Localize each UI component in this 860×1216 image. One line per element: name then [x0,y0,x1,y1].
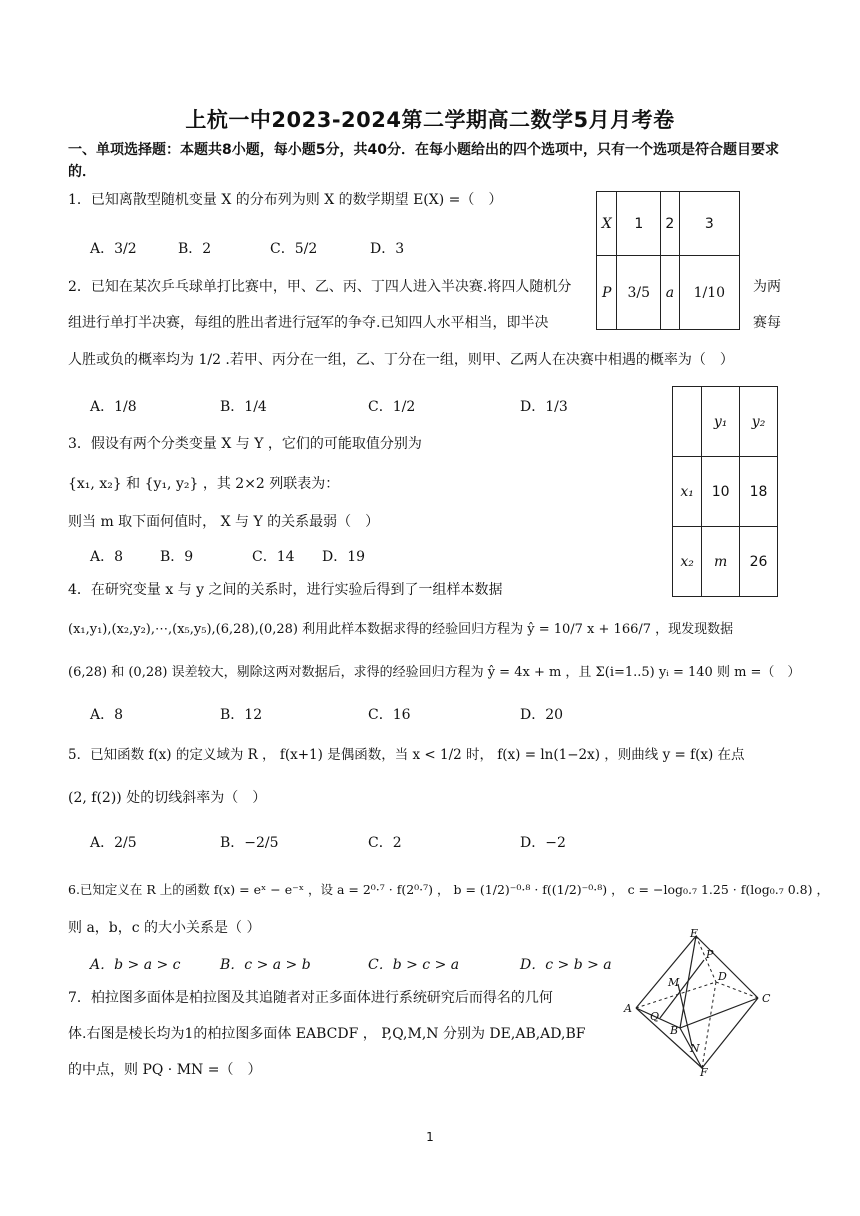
q3-option-c: C．14 [252,549,295,565]
dist-x-3: 3 [679,192,739,256]
ct-x2-y2: 26 [740,527,778,597]
q1-option-d: D．3 [370,241,405,257]
q5-option-d: D．−2 [520,835,566,851]
question-4-options [90,704,590,726]
dist-p-2: a [661,256,679,330]
question-1-text: 1．已知离散型随机变量 X 的分布列为则 X 的数学期望 E(X) =（ ） [68,192,503,208]
question-3-line-2: {x₁, x₂} 和 {y₁, y₂} ，其 2×2 列联表为： [68,476,340,492]
page-number: 1 [426,1130,434,1144]
q2-option-b: B．1/4 [220,399,267,415]
question-3-line-1: 3．假设有两个分类变量 X 与 Y ，它们的可能取值分别为 [68,436,422,452]
figure-label-b: B [670,1024,679,1037]
q5-option-b: B．−2/5 [220,835,279,851]
q1-option-b: B．2 [178,241,212,257]
figure-label-p: P [706,948,714,961]
question-2-line-1: 2．已知在某次乒乓球单打比赛中，甲、乙、丙、丁四人进入半决赛.将四人随机分 [68,279,572,295]
q3-option-b: B．9 [160,549,194,565]
q6-option-a: A．b > a > c [90,957,181,973]
q3-option-a: A．8 [90,549,124,565]
section-heading: 一、单项选择题：本题共8小题，每小题5分，共40分．在每小题给出的四个选项中，只有一个选项是符合题目要求的． [68,142,779,180]
question-6-line-2: 则 a，b，c 的大小关系是（ ） [68,920,261,936]
figure-label-m: M [668,976,680,989]
contingency-table [672,386,778,597]
q4-option-a: A．8 [90,707,124,723]
ct-x2-y1: m [702,527,740,597]
ct-x2: x₂ [673,527,702,597]
question-6-line-1: 6.已知定义在 R 上的函数 f(x) = eˣ − e⁻ˣ ，设 a = 2⁰·⁷ · f(2⁰·⁷) ， b = (1/2)⁻⁰·⁸ · f((1/2)⁻⁰·⁸) ， c = −log₀.₇ 1.25 · f(log₀.₇ 0.8) ， [68,882,829,897]
q6-option-d: D．c > b > a [520,957,612,973]
question-2-line-2: 组进行单打半决赛，每组的胜出者进行冠军的争夺.已知四人水平相当，即半决 [68,315,549,331]
dist-p-header: P [597,256,617,330]
q6-option-b: B．c > a > b [220,957,311,973]
question-4-line-2: (x₁,y₁),(x₂,y₂),⋯,(x₅,y₅),(6,28),(0,28) 利用此样本数据求得的经验回归方程为 ŷ = 10/7 x + 166/7 ，现发现数据 [68,622,734,637]
figure-label-c: C [762,992,771,1005]
distribution-table [596,191,740,330]
q5-option-c: C．2 [368,835,402,851]
octahedron-figure [620,928,776,1076]
question-7-line-2: 体.右图是棱长均为1的柏拉图多面体 EABCDF ， P,Q,M,N 分别为 DE,AB,AD,BF [68,1026,586,1042]
question-4-line-3: (6,28) 和 (0,28) 误差较大，剔除这两对数据后，求得的经验回归方程为 ŷ = 4x + m ，且 Σ(i=1..5) yᵢ = 140 则 m =（ ） [68,665,801,680]
ct-x1-y2: 18 [740,457,778,527]
q5-option-a: A．2/5 [90,835,137,851]
ct-corner [673,387,702,457]
question-2-line-1-tail: 为两 [753,279,781,295]
figure-label-d: D [718,970,727,983]
dist-x-2: 2 [661,192,679,256]
q4-option-c: C．16 [368,707,411,723]
question-4-line-1: 4．在研究变量 x 与 y 之间的关系时，进行实验后得到了一组样本数据 [68,582,503,598]
question-2-options [90,392,590,428]
page-title: 上杭一中2023-2024第二学期高二数学5月月考卷 [185,108,675,132]
q1-option-a: A．3/2 [90,241,137,257]
question-2-line-3: 人胜或负的概率均为 1/2 .若甲、丙分在一组，乙、丁分在一组，则甲、乙两人在决赛中相遇的概率为（ ） [68,352,734,368]
q3-option-d: D．19 [322,549,366,565]
question-1-options [90,230,510,266]
figure-label-n: N [690,1042,700,1055]
question-5-line-1: 5．已知函数 f(x) 的定义域为 R ， f(x+1) 是偶函数，当 x < 1/2 时， f(x) = ln(1−2x) ，则曲线 y = f(x) 在点 [68,747,745,763]
q4-option-b: B．12 [220,707,263,723]
figure-label-q: Q [650,1010,660,1023]
q2-option-c: C．1/2 [368,399,416,415]
dist-x-1: 1 [617,192,661,256]
ct-x1: x₁ [673,457,702,527]
question-3-line-3: 则当 m 取下面何值时， X 与 Y 的关系最弱（ ） [68,514,380,530]
q6-option-c: C．b > c > a [368,957,460,973]
dist-x-header: X [597,192,617,256]
q2-option-d: D．1/3 [520,399,568,415]
question-7-line-1: 7．柏拉图多面体是柏拉图及其追随者对正多面体进行系统研究后而得名的几何 [68,990,553,1006]
q1-option-c: C．5/2 [270,241,318,257]
ct-y2: y₂ [740,387,778,457]
question-3-options [90,546,410,568]
q4-option-d: D．20 [520,707,564,723]
ct-x1-y1: 10 [702,457,740,527]
figure-label-a: A [624,1002,632,1015]
question-6-options [90,954,610,976]
dist-p-3: 1/10 [679,256,739,330]
figure-label-e: E [690,928,699,940]
question-5-options [90,832,590,854]
question-7-line-3: 的中点，则 PQ · MN =（ ） [68,1062,262,1078]
question-5-line-2: (2, f(2)) 处的切线斜率为（ ） [68,790,267,806]
q2-option-a: A．1/8 [90,399,137,415]
ct-y1: y₁ [702,387,740,457]
question-2-line-2-tail: 赛每 [753,315,781,331]
dist-p-1: 3/5 [617,256,661,330]
figure-label-f: F [700,1066,708,1076]
